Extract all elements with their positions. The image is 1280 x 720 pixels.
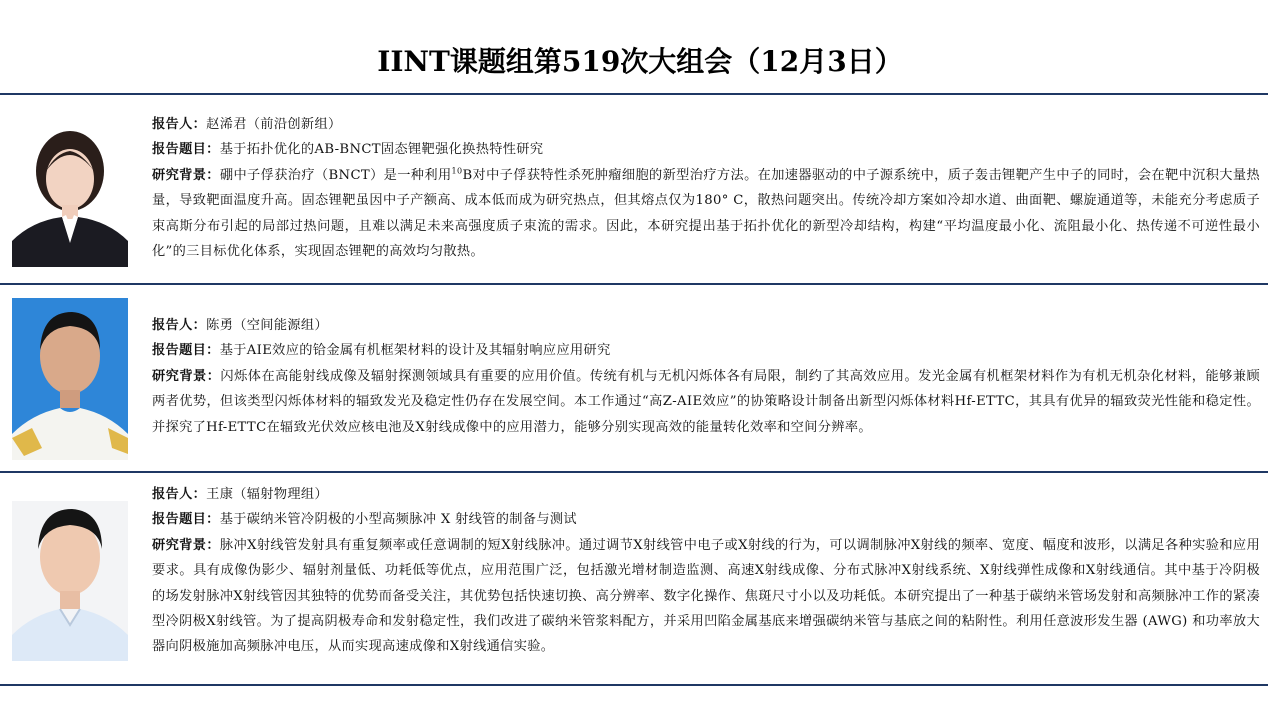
topic-label: 报告题目： bbox=[152, 512, 220, 528]
report-card-1 bbox=[152, 112, 1260, 264]
divider-top bbox=[0, 93, 1268, 95]
report-card-3 bbox=[152, 482, 1260, 660]
background-text-pre: 硼中子俘获治疗（BNCT）是一种利用 bbox=[219, 167, 452, 183]
reporter-label: 报告人： bbox=[152, 117, 207, 132]
report-topic: 基于拓扑优化的AB-BNCT固态锂靶强化换热特性研究 bbox=[219, 142, 544, 158]
isotope-superscript: 10 bbox=[451, 166, 463, 176]
page-title: IINT课题组第519次大组会（12月3日） bbox=[377, 45, 903, 78]
reporter-label: 报告人： bbox=[152, 487, 207, 502]
reporter-photo-1 bbox=[12, 121, 128, 267]
reporter-photo-3 bbox=[12, 501, 128, 661]
reporter-photo-2 bbox=[12, 298, 128, 460]
background-label: 研究背景： bbox=[152, 537, 220, 553]
background-label: 研究背景： bbox=[152, 167, 220, 183]
divider-bottom bbox=[0, 684, 1268, 686]
background-text-post: B对中子俘获特性杀死肿瘤细胞的新型治疗方法。在加速器驱动的中子源系统中，质子轰击锂靶产生中子的同时，会在靶中沉积大量热量，导致靶面温度升高。固态锂靶虽因中子产额高、成本低而成为研究热点，但其熔点仅为180° C，散热问题突出。传统冷却方案如冷却水道、曲面靶、螺旋通道等，未能充分考虑质子束高斯分布引起的局部过热问题，且难以满足未来高强度质子束流的需求。因此，本研究提出基于拓扑优化的新型冷却结构，构建“平均温度最小化、流阻最小化、热传递不可逆性最小化”的三目标优化体系，实现固态锂靶的高效均匀散热。 bbox=[152, 167, 1260, 260]
reporter-name: 赵浠君（前沿创新组） bbox=[206, 117, 342, 132]
report-topic: 基于AIE效应的铪金属有机框架材料的设计及其辐射响应应用研究 bbox=[219, 343, 611, 359]
divider-2 bbox=[0, 471, 1268, 473]
reporter-label: 报告人： bbox=[152, 318, 207, 333]
background-text: 脉冲X射线管发射具有重复频率或任意调制的短X射线脉冲。通过调节X射线管中电子或X射线的行为，可以调制脉冲X射线的频率、宽度、幅度和波形，以满足各种实验和应用要求。具有成像伪影少、辐射剂量低、功耗低等优点，应用范围广泛，包括激光增材制造监测、高速X射线成像、分布式脉冲X射线系统、X射线弹性成像和X射线通信。其中基于冷阴极的场发射脉冲X射线管因其独特的优势而备受关注，其优势包括快速切换、高分辨率、数字化操作、焦斑尺寸小以及功耗低。本研究提出了一种基于碳纳米管场发射和高频脉冲工作的紧凑型冷阴极X射线管。为了提高阴极寿命和发射稳定性，我们改进了碳纳米管浆料配方，并采用凹陷金属基底来增强碳纳米管与基底之间的粘附性。利用任意波形发生器 (AWG) 和功率放大器向阴极施加高频脉冲电压，从而实现高速成像和X射线通信实验。 bbox=[152, 537, 1261, 655]
report-card-2 bbox=[152, 313, 1260, 440]
topic-label: 报告题目： bbox=[152, 343, 220, 359]
reporter-name: 陈勇（空间能源组） bbox=[206, 318, 328, 333]
reporter-name: 王康（辐射物理组） bbox=[206, 487, 328, 502]
divider-1 bbox=[0, 283, 1268, 285]
background-text: 闪烁体在高能射线成像及辐射探测领域具有重要的应用价值。传统有机与无机闪烁体各有局限，制约了其高效应用。发光金属有机框架材料作为有机无机杂化材料，能够兼顾两者优势，但该类型闪烁体材料的辐致发光及稳定性仍存在发展空间。本工作通过“高Z-AIE效应”的协策略设计制备出新型闪烁体材料Hf-ETTC，其具有优异的辐致荧光性能和稳定性。并探究了Hf-ETTC在辐致光伏效应核电池及X射线成像中的应用潜力，能够分别实现高效的能量转化效率和空间分辨率。 bbox=[152, 368, 1261, 435]
background-label: 研究背景： bbox=[152, 368, 221, 384]
report-topic: 基于碳纳米管冷阴极的小型高频脉冲 X 射线管的制备与测试 bbox=[219, 512, 577, 528]
topic-label: 报告题目： bbox=[152, 142, 220, 158]
